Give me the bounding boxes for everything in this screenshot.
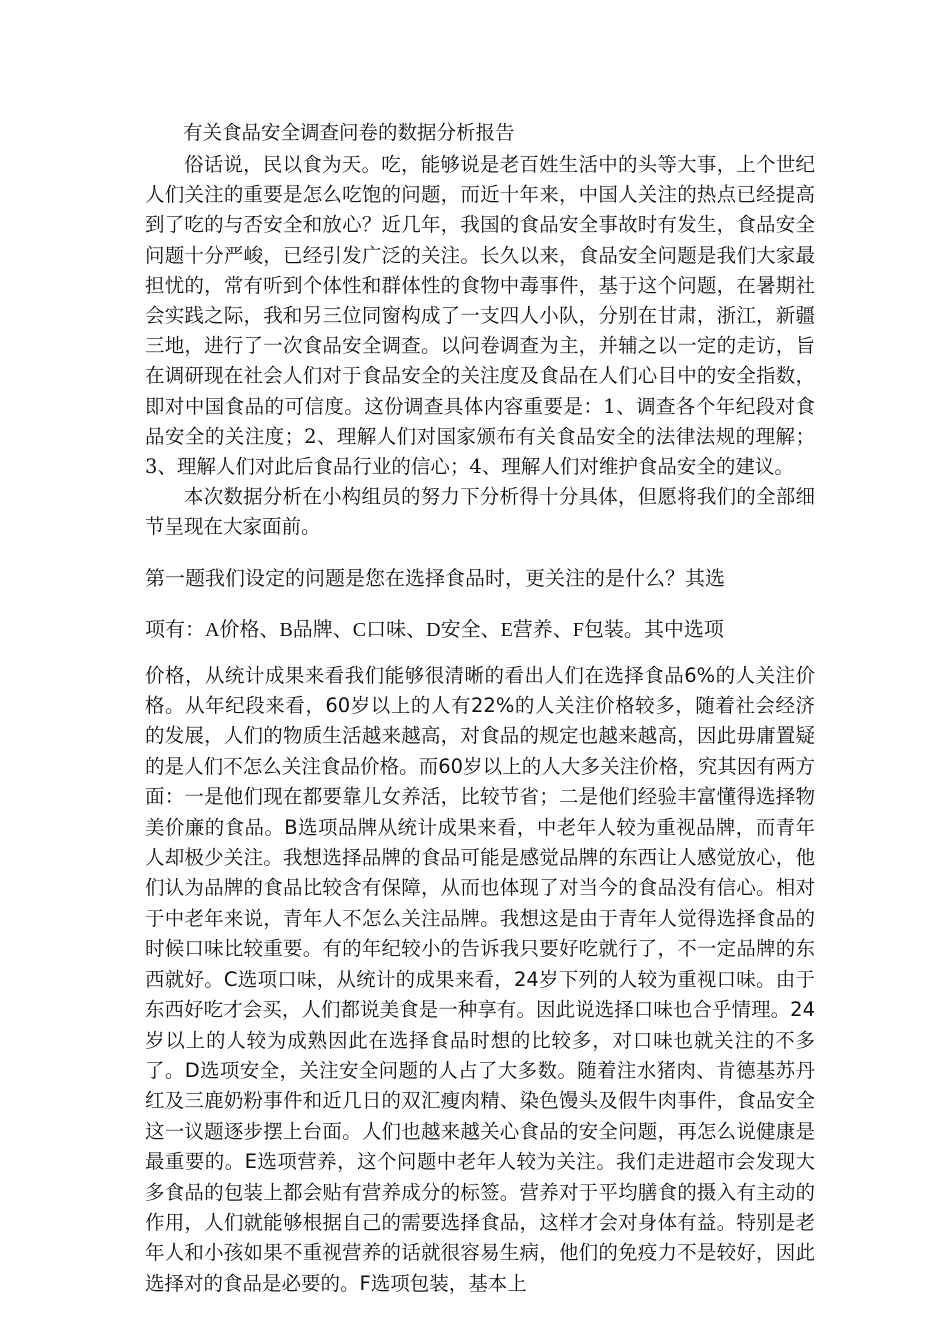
question1-line2: 项有：A价格、B品牌、C口味、D安全、E营养、F包装。其中选项 (145, 618, 724, 641)
analysis-paragraph: 价格，从统计成果来看我们能够很清晰的看出人们在选择食品6%的人关注价格。从年纪段来看，60岁以上的人有22%的人关注价格较多，随着社会经济的发展，人们的物质生活越来越高，对食品的规定也越来越高，因此毋庸置疑的是人们不怎么关注食品价格。而60岁以上的人大多关注价格，究其因有两方面：一是他们现在都要靠儿女养活，比较节省；二是他们经验丰富懂得选择物美价廉的食品。B选项品牌从统计成果来看，中老年人较为重视品牌，而青年人却极少关注。我想选择品牌的食品可能是感觉品牌的东西让人感觉放心，他们认为品牌的食品比较含有保障，从而也体现了对当今的食品没有信心。相对于中老年来说，青年人不怎么关注品牌。我想这是由于青年人觉得选择食品的时候口味比较重要。有的年纪较小的告诉我只要好吃就行了，不一定品牌的东西就好。C选项口味，从统计的成果来看，24岁下列的人较为重视口味。由于东西好吃才会买，人们都说美食是一种享有。因此说选择口味也合乎情理。24岁以上的人较为成熟因此在选择食品时想的比较多，对口味也就关注的不多了。D选项安全，关注安全问题的人占了大多数。随着注水猪肉、肯德基苏丹红及三鹿奶粉事件和近几日的双汇瘦肉精、染色馒头及假牛肉事件，食品安全这一议题逐步摆上台面。人们也越来越关心食品的安全问题，再怎么说健康是最重要的。E选项营养，这个问题中老年人较为关注。我们走进超市会发现大多食品的包装上都会贴有营养成分的标签。营养对于平均膳食的摄入有主动的作用，人们就能够根据自己的需要选择食品，这样才会对身体有益。特别是老年人和小孩如果不重视营养的话就很容易生病，他们的免疫力不是较好，因此选择对的食品是必要的。F选项包装，基本上 (145, 663, 815, 1295)
question1-line1: 第一题我们设定的问题是您在选择食品时，更关注的是什么？其选 (145, 565, 725, 590)
intro-paragraph: 俗话说，民以食为天。吃，能够说是老百姓生活中的头等大事，上个世纪人们关注的重要是怎么吃饱的问题，而近十年来，中国人关注的热点已经提高到了吃的与否安全和放心？近几年，我国的食品安全事故时有发生，食品安全问题十分严峻，已经引发广泛的关注。长久以来，食品安全问题是我们大家最担忧的，常有听到个体性和群体性的食物中毒事件，基于这个问题，在暑期社会实践之际，我和另三位同窗构成了一支四人小队，分别在甘肃，浙江，新疆三地，进行了一次食品安全调查。以问卷调查为主，并辅之以一定的走访，旨在调研现在社会人们对于食品安全的关注度及食品在人们心目中的安全指数，即对中国食品的可信度。这份调查具体内容重要是：1、调查各个年纪段对食品安全的关注度；2、理解人们对国家颁布有关食品安全的法律法规的理解；3、理解人们对此后食品行业的信心；4、理解人们对维护食品安全的建议。 (145, 153, 815, 479)
report-title: 有关食品安全调查问卷的数据分析报告 (183, 121, 515, 144)
document-page (145, 118, 815, 1299)
second-paragraph: 本次数据分析在小构组员的努力下分析得十分具体，但愿将我们的全部细节呈现在大家面前。 (145, 485, 815, 539)
